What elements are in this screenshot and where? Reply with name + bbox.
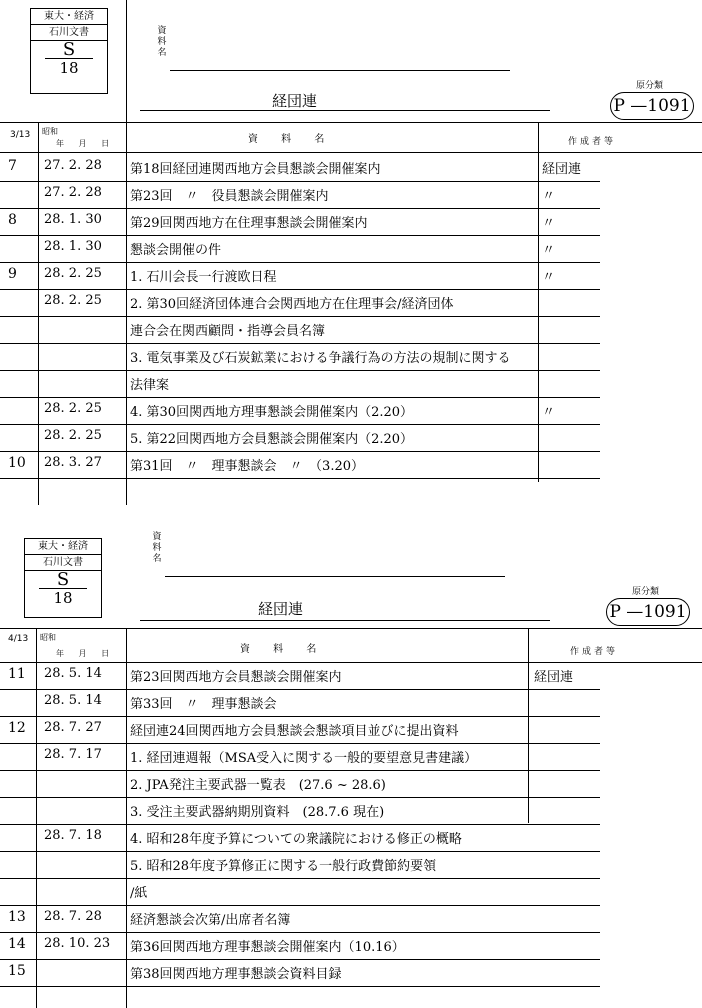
entry-title: 2. JPA発注主要武器一覧表 (27.6 ~ 28.6) bbox=[130, 778, 386, 793]
entry-date: 28. 2. 25 bbox=[44, 266, 102, 281]
row-rule bbox=[0, 986, 600, 987]
entry-title: 法律案 bbox=[130, 378, 170, 393]
entry-title: 第31回 〃 理事懇談会 〃 （3.20） bbox=[130, 459, 364, 474]
catalog-number: P —1091 bbox=[606, 598, 690, 626]
entry-author: 〃 bbox=[542, 405, 556, 420]
entry-title: 第29回関西地方在住理事懇談会開催案内 bbox=[130, 216, 368, 231]
row-rule bbox=[0, 316, 600, 317]
archive-stamp bbox=[30, 8, 108, 94]
catalog-sheet-2 bbox=[0, 510, 702, 1008]
row-rule bbox=[0, 208, 600, 209]
stamp-sub: 18 bbox=[39, 588, 87, 607]
archive-stamp bbox=[24, 538, 102, 618]
entry-date: 28. 1. 30 bbox=[44, 239, 102, 254]
row-rule bbox=[0, 797, 600, 798]
header-date: 年 月 日 bbox=[56, 649, 116, 658]
classification-label: 原分類 bbox=[632, 587, 660, 597]
row-rule bbox=[0, 959, 600, 960]
stamp-code: S bbox=[56, 569, 70, 590]
entry-author: 〃 bbox=[542, 216, 556, 231]
header-material-name: 資 料 名 bbox=[248, 134, 335, 145]
stamp-line-2: 石川文書 bbox=[25, 555, 101, 571]
entry-date: 27. 2. 28 bbox=[44, 158, 102, 173]
entry-date: 28. 7. 17 bbox=[44, 747, 102, 762]
entry-title: 第23回 〃 役員懇談会開催案内 bbox=[130, 189, 329, 204]
row-rule bbox=[0, 343, 600, 344]
row-rule bbox=[0, 370, 600, 371]
entry-number: 15 bbox=[8, 963, 26, 979]
header-material-name: 資 料 名 bbox=[240, 644, 327, 655]
row-rule bbox=[0, 397, 600, 398]
entry-title: 第36回関西地方理事懇談会開催案内（10.16） bbox=[130, 940, 405, 955]
entry-author: 〃 bbox=[542, 189, 556, 204]
entry-title: 1. 石川会長一行渡欧日程 bbox=[130, 270, 277, 285]
header-era: 昭和 bbox=[42, 127, 58, 136]
entry-title: 第23回関西地方会員懇談会開催案内 bbox=[130, 670, 342, 685]
entry-date: 28. 2. 25 bbox=[44, 428, 102, 443]
entry-number: 7 bbox=[8, 158, 17, 174]
document-title: 経団連 bbox=[258, 600, 304, 618]
entry-number: 13 bbox=[8, 909, 26, 925]
entry-title: 3. 電気事業及び石炭鉱業における争議行為の方法の規制に関する bbox=[130, 351, 511, 366]
entry-title: 経団連24回関西地方会員懇談会懇談項目並びに提出資料 bbox=[130, 724, 459, 739]
entry-author: 経団連 bbox=[534, 670, 574, 685]
entry-title: /紙 bbox=[130, 886, 148, 901]
row-rule bbox=[0, 878, 600, 879]
entry-title: 4. 第30回関西地方理事懇談会開催案内（2.20） bbox=[130, 405, 414, 420]
entry-title: 第38回関西地方理事懇談会資料目録 bbox=[130, 967, 342, 982]
entry-author: 〃 bbox=[542, 243, 556, 258]
entry-date: 28. 7. 27 bbox=[44, 720, 102, 735]
row-rule bbox=[0, 689, 600, 690]
material-name-label: 資 料 名 bbox=[157, 26, 167, 58]
header-era: 昭和 bbox=[40, 633, 56, 642]
entry-date: 28. 7. 18 bbox=[44, 828, 102, 843]
entry-title: 4. 昭和28年度予算についての衆議院における修正の概略 bbox=[130, 832, 462, 847]
row-rule bbox=[0, 424, 600, 425]
entry-title: 3. 受注主要武器納期別資料 (28.7.6 現在) bbox=[130, 805, 385, 820]
entry-title: 5. 第22回関西地方会員懇談会開催案内（2.20） bbox=[130, 432, 414, 447]
stamp-code: S bbox=[62, 39, 76, 60]
entry-author: 〃 bbox=[542, 270, 556, 285]
entry-date: 28. 3. 27 bbox=[44, 455, 102, 470]
header-author: 作成者等 bbox=[568, 137, 617, 147]
entry-title: 1. 経団連週報（MSA受入に関する一般的要望意見書建議） bbox=[130, 751, 478, 766]
row-rule bbox=[0, 235, 600, 236]
entry-title: 経済懇談会次第/出席者名簿 bbox=[130, 913, 291, 928]
entry-title: 第33回 〃 理事懇談会 bbox=[130, 697, 277, 712]
entry-date: 28. 2. 25 bbox=[44, 401, 102, 416]
entry-title: 2. 第30回経済団体連合会関西地方在住理事会/経済団体 bbox=[130, 297, 454, 312]
row-rule bbox=[0, 905, 600, 906]
row-rule bbox=[0, 262, 600, 263]
entry-title: 連合会在関西顧問・指導会員名簿 bbox=[130, 324, 326, 339]
entry-title: 5. 昭和28年度予算修正に関する一般行政費節約要領 bbox=[130, 859, 437, 874]
header-author: 作成者等 bbox=[570, 647, 619, 657]
stamp-line-1: 東大・経済 bbox=[31, 9, 107, 25]
row-rule bbox=[0, 181, 600, 182]
entry-date: 28. 2. 25 bbox=[44, 293, 102, 308]
row-rule bbox=[0, 824, 600, 825]
stamp-sub: 18 bbox=[45, 58, 93, 77]
row-rule bbox=[0, 289, 600, 290]
entry-date: 27. 2. 28 bbox=[44, 185, 102, 200]
header-sheet-number: 3/13 bbox=[10, 130, 31, 140]
row-rule bbox=[0, 716, 600, 717]
row-rule bbox=[0, 478, 600, 479]
entry-number: 12 bbox=[8, 720, 26, 736]
stamp-line-1: 東大・経済 bbox=[25, 539, 101, 555]
classification-label: 原分類 bbox=[636, 81, 664, 91]
stamp-line-2: 石川文書 bbox=[31, 25, 107, 41]
entry-number: 10 bbox=[8, 455, 26, 471]
entry-number: 8 bbox=[8, 212, 17, 228]
entry-number: 14 bbox=[8, 936, 26, 952]
document-title: 経団連 bbox=[272, 92, 318, 110]
material-name-label: 資 料 名 bbox=[152, 532, 162, 564]
entry-author: 経団連 bbox=[542, 162, 582, 177]
row-rule bbox=[0, 451, 600, 452]
entry-number: 11 bbox=[8, 666, 26, 682]
entry-date: 28. 10. 23 bbox=[44, 936, 111, 951]
entry-date: 28. 5. 14 bbox=[44, 693, 102, 708]
entry-date: 28. 1. 30 bbox=[44, 212, 102, 227]
entry-number: 9 bbox=[8, 266, 17, 282]
catalog-number: P —1091 bbox=[610, 92, 694, 120]
entry-title: 第18回経団連関西地方会員懇談会開催案内 bbox=[130, 162, 381, 177]
header-date: 年 月 日 bbox=[56, 139, 116, 148]
entry-title: 懇談会開催の件 bbox=[130, 243, 222, 258]
row-rule bbox=[0, 932, 600, 933]
row-rule bbox=[0, 770, 600, 771]
entry-date: 28. 7. 28 bbox=[44, 909, 102, 924]
header-sheet-number: 4/13 bbox=[8, 634, 29, 644]
row-rule bbox=[0, 743, 600, 744]
row-rule bbox=[0, 851, 600, 852]
entry-date: 28. 5. 14 bbox=[44, 666, 102, 681]
